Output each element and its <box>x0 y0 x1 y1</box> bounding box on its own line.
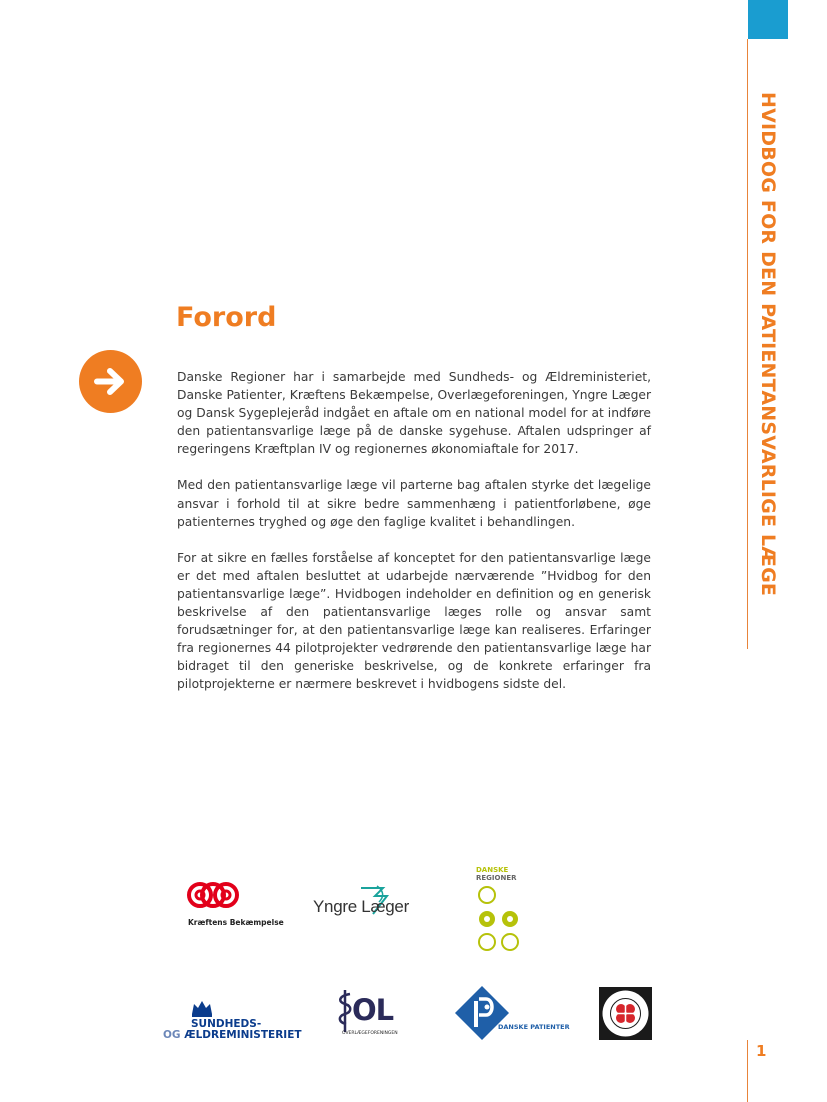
ol-label: OL <box>352 993 394 1027</box>
patienter-diamond-icon <box>454 985 510 1041</box>
overlaegeforeningen-logo <box>334 988 402 1040</box>
kraeftens-label: Kræftens Bekæmpelse <box>188 918 284 927</box>
danske-patienter-logo <box>454 985 569 1041</box>
kraeftens-logo-mark-icon <box>186 880 240 912</box>
sundheds-aeldreministeriet-logo <box>163 998 303 1040</box>
dsr-emblem-icon <box>599 987 652 1040</box>
ministeriet-prefix: OG <box>163 1029 185 1041</box>
paragraph: For at sikre en fælles forståelse af konceptet for den patientansvarlige læge er det med aftalen besluttet at udarbejde nærværende ”Hvidbog for den patientansvarlige læge”. Hvidbogen indeholder en definition og en generisk beskrivelse af den patientansvarlige læges rolle og ansvar samt forudsætninger for, at den patientansvarlige læge kan realiseres. Erfaringer fra regionernes 44 pilotprojekter vedrørende den patientansvarlige læge har bidraget til den generiske beskrivelse, og de konkrete erfaringer fra pilotprojekterne er nærmere beskrevet i hvidbogens sidste del. <box>177 550 651 692</box>
paragraph: Med den patientansvarlige læge vil parterne bag aftalen styrke det lægelige ansvar i forhold til at sikre bedre sammenhæng i patientforløbene, øge patienternes tryghed og øge den faglige kvalitet i behandlingen. <box>177 478 651 529</box>
yngre-laeger-logo <box>313 888 438 928</box>
page-number: 1 <box>756 1042 767 1060</box>
ministeriet-line1: SUNDHEDS- <box>191 1018 262 1030</box>
sidebar-title: HVIDBOG FOR DEN PATIENTANSVARLIGE LÆGE <box>757 92 779 597</box>
arrow-right-icon <box>79 350 142 413</box>
kraeftens-bekaempelse-logo <box>186 880 296 932</box>
regioner-label-line1: DANSKE <box>476 866 509 874</box>
dansk-sygeplejeraad-logo <box>599 987 652 1040</box>
ol-sub-label: OVERLÆGEFORENINGEN <box>342 1031 398 1036</box>
sidebar-rule <box>747 39 748 649</box>
footer-rule <box>747 1040 748 1102</box>
foreword-body <box>177 368 651 712</box>
danske-regioner-logo <box>476 866 526 958</box>
crown-icon <box>190 998 214 1018</box>
paragraph: Danske Regioner har i samarbejde med Sundheds- og Ældreministeriet, Danske Patienter, Kræftens Bekæmpelse, Overlægeforeningen, Yngre Læger og Dansk Sygeplejeråd indgået en aftale om en national model for at indføre den patientansvarlige læge på de danske sygehuse. Aftalen udspringer af regeringens Kræftplan IV og regionernes økonomiaftale for 2017. <box>177 370 651 457</box>
ministeriet-line2: ÆLDREMINISTERIET <box>184 1029 302 1041</box>
yngre-label: Yngre Læger <box>313 897 409 916</box>
regioner-circles-icon <box>476 886 526 958</box>
patienter-label: DANSKE PATIENTER <box>498 1023 570 1031</box>
color-tab <box>748 0 788 39</box>
regioner-label-line2: REGIONER <box>476 874 517 882</box>
page-title: Forord <box>176 302 277 333</box>
